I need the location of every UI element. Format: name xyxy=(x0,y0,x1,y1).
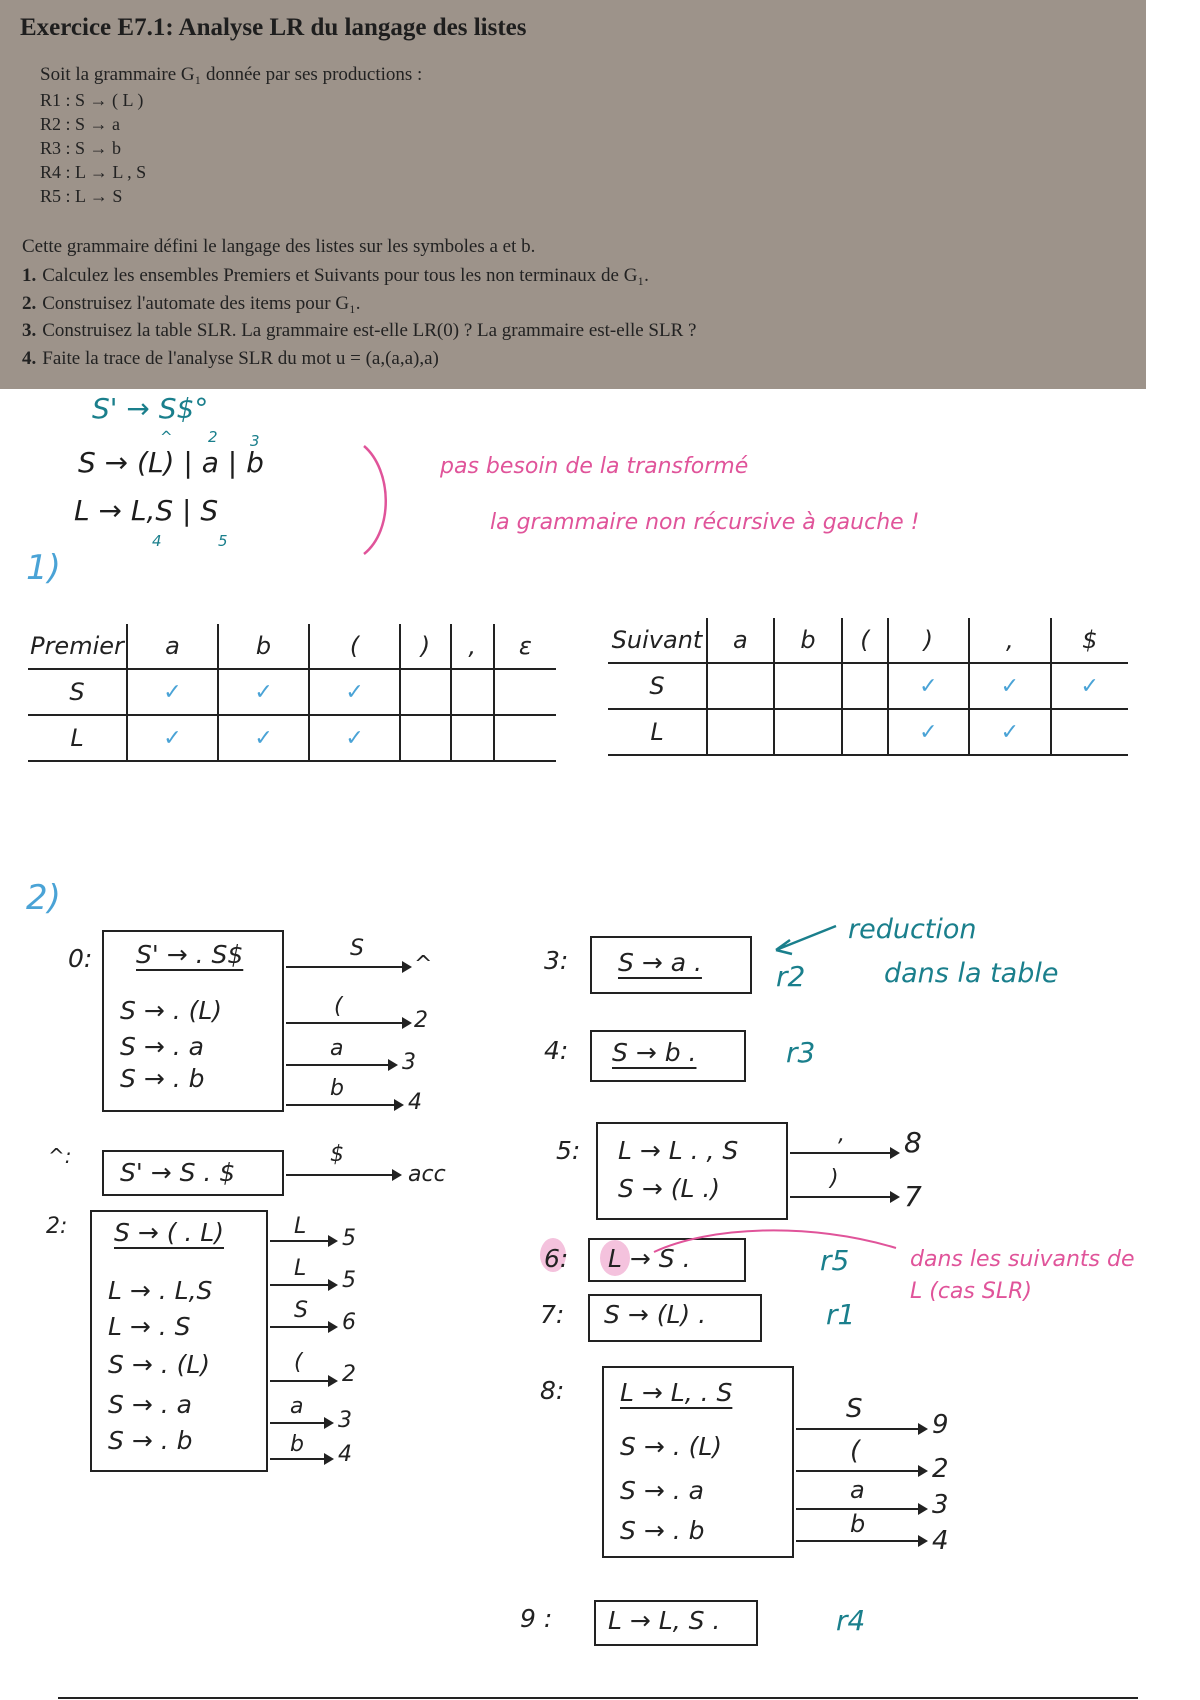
transition-target: 2 xyxy=(414,1008,428,1033)
premier-header-label: Premier xyxy=(30,632,124,660)
state-6-kernel: L → S . xyxy=(608,1244,691,1273)
state-5-item: L → L . , S xyxy=(618,1136,739,1165)
state-6-number: 6: xyxy=(544,1244,569,1273)
suivant-header-row xyxy=(608,618,1128,663)
transition-arrow xyxy=(270,1422,332,1424)
premier-header-row xyxy=(28,624,556,669)
rule-index-4: 4 xyxy=(152,532,162,550)
transition-arrow xyxy=(796,1540,926,1542)
transition-target: 6 xyxy=(342,1310,356,1335)
premier-table xyxy=(28,624,556,762)
transition-symbol: S xyxy=(350,936,364,961)
premier-cell xyxy=(400,669,451,715)
state-2-kernel: S → ( . L) xyxy=(114,1218,224,1247)
transition-target: ^ xyxy=(414,952,433,977)
transition-symbol: a xyxy=(290,1394,304,1419)
state-9-kernel: L → L, S . xyxy=(608,1606,721,1635)
state-5-box xyxy=(596,1122,788,1220)
state-3-box xyxy=(590,936,752,994)
state-3-number: 3: xyxy=(544,946,569,975)
premier-cell xyxy=(494,669,556,715)
transition-target: 2 xyxy=(342,1362,356,1387)
exercise-title: Exercice E7.1: Analyse LR du langage des listes xyxy=(20,14,527,41)
part-2-label: 2) xyxy=(26,878,61,918)
premier-header-b: b xyxy=(218,624,309,669)
question-2: 2. Construisez l'automate des items pour G₁. xyxy=(22,292,361,314)
suivant-cell xyxy=(707,709,774,755)
state-5-item: S → (L .) xyxy=(618,1174,721,1203)
suivant-cell xyxy=(707,663,774,709)
premier-cell: ✓ xyxy=(218,715,309,761)
transition-arrow xyxy=(270,1380,336,1382)
premier-row-l xyxy=(28,715,556,761)
transition-symbol: , xyxy=(838,1122,845,1147)
suivant-cell xyxy=(774,709,843,755)
suivant-row-l xyxy=(608,709,1128,755)
state-2-item: L → . S xyxy=(108,1312,191,1341)
transition-symbol: a xyxy=(330,1036,344,1061)
suivant-header-dollar: $ xyxy=(1051,618,1129,663)
suivant-cell xyxy=(842,709,887,755)
state-1-box xyxy=(102,1150,284,1196)
transition-arrow xyxy=(270,1240,336,1242)
transition-symbol: S xyxy=(294,1298,308,1323)
suivant-cell: ✓ xyxy=(888,663,969,709)
transition-target: 5 xyxy=(342,1268,356,1293)
transition-symbol: L xyxy=(294,1256,307,1281)
suivant-header-label: Suivant xyxy=(611,626,703,654)
rule-index-1: ^ xyxy=(160,428,173,446)
reduction-note-line-2: dans la table xyxy=(884,958,1059,989)
transition-symbol: $ xyxy=(330,1142,344,1167)
premier-cell xyxy=(400,715,451,761)
state-8-box xyxy=(602,1366,794,1558)
production-r3: R3 : S → b xyxy=(40,138,122,158)
transition-symbol: ) xyxy=(830,1166,839,1191)
suivant-header-a: a xyxy=(707,618,774,663)
premier-cell xyxy=(451,715,494,761)
suivant-header-rparen: ) xyxy=(888,618,969,663)
transition-target: 3 xyxy=(338,1408,352,1433)
production-list xyxy=(40,88,146,208)
state-6-reduce: r5 xyxy=(820,1244,850,1277)
transition-arrow xyxy=(286,966,410,968)
premier-header-rparen: ) xyxy=(400,624,451,669)
grammar-intro: Soit la grammaire G₁ donnée par ses productions : xyxy=(40,64,423,85)
accept-label: acc xyxy=(408,1162,446,1187)
transition-target: 8 xyxy=(904,1126,922,1159)
transition-symbol: ( xyxy=(334,994,343,1019)
bottom-divider xyxy=(58,1697,1138,1699)
part-1-label: 1) xyxy=(26,548,61,588)
transition-symbol: a xyxy=(850,1476,865,1504)
state-4-kernel: S → b . xyxy=(612,1038,697,1067)
transition-arrow xyxy=(286,1174,400,1176)
suivant-cell xyxy=(842,663,887,709)
rule-s: S → (L) | a | b xyxy=(78,446,264,479)
premier-cell: ✓ xyxy=(127,669,218,715)
transition-arrow xyxy=(270,1326,336,1328)
state-5-number: 5: xyxy=(556,1136,581,1165)
suivant-row-label: L xyxy=(650,718,664,746)
reduction-note-line-1: reduction xyxy=(848,914,977,945)
question-1: 1. Calculez les ensembles Premiers et Suivants pour tous les non terminaux de G₁. xyxy=(22,265,649,286)
premier-row-s xyxy=(28,669,556,715)
state-2-item: S → . a xyxy=(108,1390,192,1419)
transition-arrow xyxy=(270,1284,336,1286)
production-r2: R2 : S → a xyxy=(40,114,121,134)
rule-l: L → L,S | S xyxy=(74,494,219,527)
premier-header-comma: , xyxy=(451,624,494,669)
state-9-reduce: r4 xyxy=(836,1604,866,1637)
transition-symbol: ( xyxy=(294,1350,303,1375)
state-3-reduce: r2 xyxy=(776,960,806,993)
grammar-description: Cette grammaire défini le langage des listes sur les symboles a et b. xyxy=(22,236,536,257)
state-4-reduce: r3 xyxy=(786,1036,816,1069)
state-2-box xyxy=(90,1210,268,1472)
suivant-header-comma: , xyxy=(969,618,1050,663)
state-2-item: L → . L,S xyxy=(108,1276,213,1305)
brace-mark xyxy=(358,440,398,560)
rule-index-5: 5 xyxy=(218,532,228,550)
suivant-table xyxy=(608,618,1128,756)
transition-arrow xyxy=(790,1152,898,1154)
state-2-item: S → . (L) xyxy=(108,1350,211,1379)
transition-target: 4 xyxy=(932,1526,949,1556)
premier-row-label: L xyxy=(70,724,84,752)
premier-cell: ✓ xyxy=(309,715,400,761)
production-r1: R1 : S → ( L ) xyxy=(40,90,144,110)
question-3: 3. Construisez la table SLR. La grammaire est-elle LR(0) ? La grammaire est-elle SLR ? xyxy=(22,320,697,341)
state-8-item: S → . a xyxy=(620,1476,704,1505)
question-4: 4. Faite la trace de l'analyse SLR du mot u = (a,(a,a),a) xyxy=(22,347,439,369)
transition-target: 4 xyxy=(338,1442,352,1467)
suivant-cell: ✓ xyxy=(969,663,1050,709)
comment-line-1: pas besoin de la transformé xyxy=(440,454,749,479)
suivant-cell xyxy=(774,663,843,709)
transition-arrow xyxy=(790,1196,898,1198)
state-8-item: S → . (L) xyxy=(620,1432,723,1461)
state-0-number: 0: xyxy=(68,944,93,973)
state-3-kernel: S → a . xyxy=(618,948,702,977)
premier-header-a: a xyxy=(127,624,218,669)
transition-symbol: b xyxy=(850,1510,866,1538)
state-7-number: 7: xyxy=(540,1300,565,1329)
state-8-number: 8: xyxy=(540,1376,565,1405)
transition-target: 2 xyxy=(932,1454,949,1484)
state-9-box xyxy=(594,1600,758,1646)
transition-arrow xyxy=(286,1064,396,1066)
state-9-number: 9 : xyxy=(520,1604,553,1633)
premier-header-epsilon: ε xyxy=(494,624,556,669)
suivant-row-label: S xyxy=(649,672,665,700)
state-2-item: S → . b xyxy=(108,1426,193,1455)
state-0-item: S → . b xyxy=(120,1064,205,1093)
suivant-cell xyxy=(1051,709,1129,755)
premier-header-lparen: ( xyxy=(309,624,400,669)
suivant-cell: ✓ xyxy=(969,709,1050,755)
suivant-header-lparen: ( xyxy=(842,618,887,663)
state-7-box xyxy=(588,1294,762,1342)
state-0-item: S → . a xyxy=(120,1032,204,1061)
premier-cell: ✓ xyxy=(309,669,400,715)
premier-cell xyxy=(494,715,556,761)
transition-arrow xyxy=(796,1428,926,1430)
exercise-header xyxy=(0,0,1146,389)
production-r4: R4 : L → L , S xyxy=(40,162,147,182)
transition-target: 7 xyxy=(904,1180,922,1213)
suivant-cell: ✓ xyxy=(888,709,969,755)
suivant-row-s xyxy=(608,663,1128,709)
state-1-number: ^: xyxy=(48,1144,72,1168)
reduction-pointer-arrow xyxy=(770,920,840,960)
state-4-number: 4: xyxy=(544,1036,569,1065)
transition-target: 4 xyxy=(408,1090,422,1115)
state-8-kernel: L → L, . S xyxy=(620,1378,733,1407)
transition-arrow xyxy=(796,1470,926,1472)
premier-row-label: S xyxy=(69,678,85,706)
transition-arrow xyxy=(270,1458,332,1460)
state-7-kernel: S → (L) . xyxy=(604,1300,707,1329)
state-0-item: S → . (L) xyxy=(120,996,223,1025)
transition-symbol: S xyxy=(846,1394,863,1424)
comment-line-2: la grammaire non récursive à gauche ! xyxy=(490,510,920,535)
transition-symbol: b xyxy=(290,1432,304,1457)
transition-symbol: L xyxy=(294,1214,307,1239)
rule-index-2: 2 xyxy=(208,428,218,446)
transition-target: 5 xyxy=(342,1226,356,1251)
transition-symbol: b xyxy=(330,1076,344,1101)
state-2-number: 2: xyxy=(46,1214,68,1239)
state-1-kernel: S' → S . $ xyxy=(120,1158,236,1187)
transition-symbol: ( xyxy=(850,1436,861,1466)
premier-cell xyxy=(451,669,494,715)
transition-arrow xyxy=(286,1104,402,1106)
state-6-note-curve xyxy=(650,1218,900,1258)
state-7-reduce: r1 xyxy=(826,1298,856,1331)
suivant-cell: ✓ xyxy=(1051,663,1129,709)
transition-arrow xyxy=(286,1022,410,1024)
transition-target: 9 xyxy=(932,1410,949,1440)
state-8-item: S → . b xyxy=(620,1516,705,1545)
rule-index-3: 3 xyxy=(250,432,260,450)
premier-cell: ✓ xyxy=(127,715,218,761)
production-r5: R5 : L → S xyxy=(40,186,123,206)
augmented-rule: S' → S$° xyxy=(92,392,209,425)
question-list xyxy=(22,262,696,372)
transition-target: 3 xyxy=(402,1050,416,1075)
state-0-kernel: S' → . S$ xyxy=(136,940,244,969)
transition-target: 3 xyxy=(932,1490,949,1520)
state-0-box xyxy=(102,930,284,1112)
premier-cell: ✓ xyxy=(218,669,309,715)
state-4-box xyxy=(590,1030,746,1082)
state-6-note: dans les suivants de L (cas SLR) xyxy=(910,1247,1135,1304)
suivant-header-b: b xyxy=(774,618,843,663)
